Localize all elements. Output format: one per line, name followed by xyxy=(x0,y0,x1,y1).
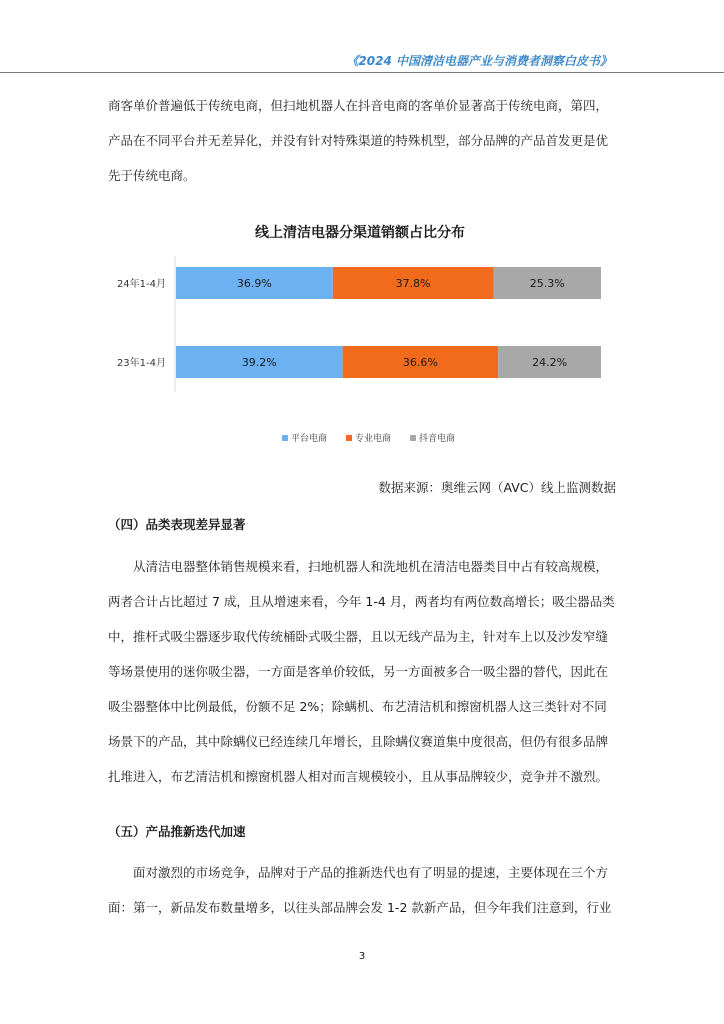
bar-value-label: 39.2% xyxy=(241,356,277,369)
paragraph-line: 中，推杆式吸尘器逐步取代传统桶卧式吸尘器，且以无线产品为主，针对车上以及沙发窄缝 xyxy=(108,629,609,644)
paragraph-line: 商客单价普遍低于传统电商，但扫地机器人在抖音电商的客单价显著高于传统电商，第四， xyxy=(108,98,609,113)
category-tick-label: 24年1-4月 xyxy=(116,279,166,290)
legend-label: 抖音电商 xyxy=(419,434,456,444)
paragraph-line: 先于传统电商。 xyxy=(108,168,196,183)
legend-label: 专业电商 xyxy=(355,434,392,444)
section-4-paragraph xyxy=(108,549,616,794)
bar-value-label: 37.8% xyxy=(395,277,431,290)
paragraph-line: 两者合计占比超过 7 成，且从增速来看，今年 1-4 月，两者均有两位数高增长；吸尘器品类 xyxy=(108,594,615,609)
intro-paragraph xyxy=(108,88,616,193)
legend-swatch xyxy=(410,435,416,441)
paragraph-line: 产品在不同平台并无差异化，并没有针对特殊渠道的特殊机型，部分品牌的产品首发更是优 xyxy=(108,133,609,148)
paragraph-line: 面：第一，新品发布数量增多，以往头部品牌会发 1-2 款新产品，但今年我们注意到，行业 xyxy=(108,900,612,915)
section-5-paragraph xyxy=(108,855,616,925)
channel-share-chart xyxy=(100,214,620,464)
document-header-title: 《2024 中国清洁电器产业与消费者洞察白皮书》 xyxy=(346,54,612,68)
paragraph-line: 吸尘器整体中比例最低，份额不足 2%；除螨机、布艺清洁机和擦窗机器人这三类针对不同 xyxy=(108,699,607,714)
bar-value-label: 24.2% xyxy=(532,356,568,369)
paragraph-line: 从清洁电器整体销售规模来看，扫地机器人和洗地机在清洁电器类目中占有较高规模， xyxy=(133,559,609,574)
bar-value-label: 25.3% xyxy=(529,277,565,290)
page-number: 3 xyxy=(358,951,366,962)
bar-value-label: 36.9% xyxy=(236,277,272,290)
paragraph-line: 场景下的产品，其中除螨仪已经连续几年增长，且除螨仪赛道集中度很高，但仍有很多品牌 xyxy=(108,734,609,749)
bar-value-label: 36.6% xyxy=(402,356,438,369)
paragraph-line: 面对激烈的市场竞争，品牌对于产品的推新迭代也有了明显的提速，主要体现在三个方 xyxy=(133,865,609,880)
category-tick-label: 23年1-4月 xyxy=(116,358,166,369)
header-divider xyxy=(0,72,724,73)
data-source-note: 数据来源：奥维云网（AVC）线上监测数据 xyxy=(378,480,616,495)
section-heading-4: （四）品类表现差异显著 xyxy=(108,517,246,532)
legend-swatch xyxy=(282,435,288,441)
paragraph-line: 等场景使用的迷你吸尘器，一方面是客单价较低，另一方面被多合一吸尘器的替代，因此在 xyxy=(108,664,609,679)
legend-swatch xyxy=(346,435,352,441)
section-heading-5: （五）产品推新迭代加速 xyxy=(108,824,246,839)
legend-label: 平台电商 xyxy=(291,434,328,444)
chart-title: 线上清洁电器分渠道销额占比分布 xyxy=(255,225,465,241)
paragraph-line: 扎堆进入，布艺清洁机和擦窗机器人相对而言规模较小，且从事品牌较少，竞争并不激烈。 xyxy=(108,769,609,784)
